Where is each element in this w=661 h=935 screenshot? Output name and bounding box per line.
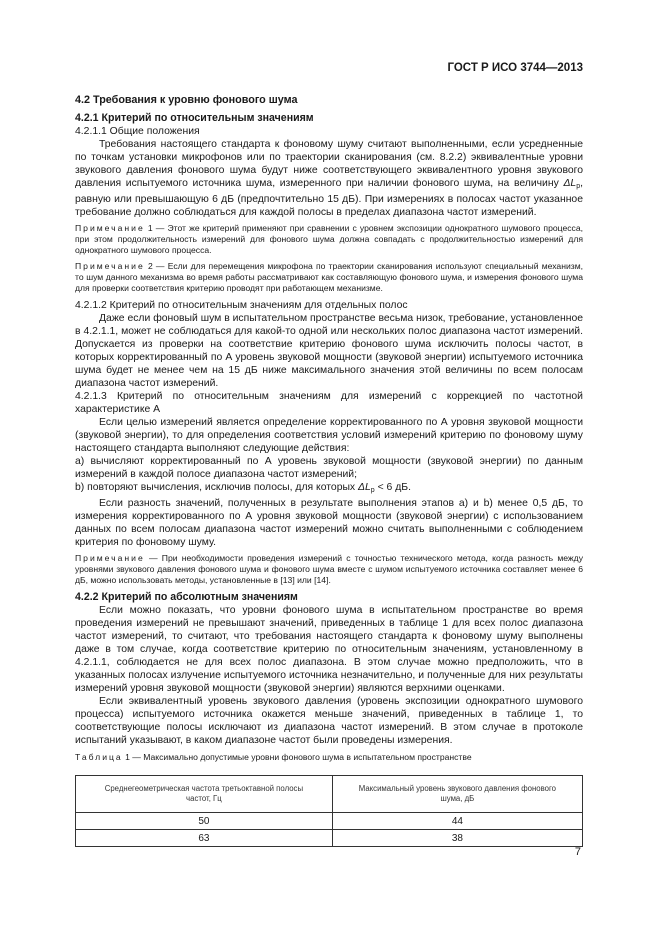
note-3: Примечание — При необходимости проведения измерений с точностью технического метода, когда разность между уровнями звукового давления фонового шума и фонового шума вместе с шумом испытуемого источника составляет менее 6 дБ, можно использовать методы, установленные в [13] или [14]. (75, 553, 583, 585)
paragraph-4-2-1-3: Если целью измерений является определение корректированного по А уровня звуковой мощности (звуковой энергии), то для определения соответствия условий измерений критерию по фоновому шуму настоящего стандарта выполняют следующие действия: (75, 417, 583, 454)
section-4-2-1-2-title: 4.2.1.2 Критерий по относительным значениям для отдельных полос (75, 300, 408, 311)
list-item-a: a) вычисляют корректированный по А уровень звуковой мощности (звуковой энергии) по данным измерений в каждой полосе диапазона частот измерений; (75, 456, 583, 480)
paragraph-difference: Если разность значений, полученных в результате выполнения этапов а) и b) менее 0,5 дБ, то измерения корректированного по А уровня звуковой мощности (звуковой энергии) с использованием данных по всем полосам диапазона частот измерений можно считать выполненными с соблюдением критерия по фоновому шуму. (75, 498, 583, 548)
standard-header: ГОСТ Р ИСО 3744—2013 (447, 62, 583, 74)
list-item-b: b) повторяют вычисления, исключив полосы, для которых $\Delta L_p < 6$ дБ. (75, 482, 411, 494)
table-cell: 44 (332, 813, 582, 830)
table-cell: 38 (332, 830, 582, 847)
note-2: Примечание 2 — Если для перемещения микрофона по траектории сканирования используют специальный механизм, то шум данного механизма во время работы рассматривают как составляющую фонового шума, и измерения фонового шума для проверки соответствия критерию проводят при работающем механизме. (75, 261, 583, 293)
table-cell: 50 (76, 813, 333, 830)
table-header-frequency: Среднегеометрическая частота третьоктавной полосы частот, Гц (76, 776, 333, 813)
section-4-2-1-title: 4.2.1 Критерий по относительным значениям (75, 112, 314, 124)
section-4-2-2-title: 4.2.2 Критерий по абсолютным значениям (75, 591, 298, 603)
table-caption: Таблица 1 — Максимально допустимые уровни фонового шума в испытательном пространстве (75, 752, 472, 762)
page-content (75, 94, 583, 847)
paragraph-4-2-1-2: Даже если фоновый шум в испытательном пространстве весьма низок, требование, установленное в 4.2.1.1, может не соблюдаться для какой-то одной или нескольких полос диапазона частот измерений. Допускается из проверки на соответствие критерию фонового шума исключить полосы частот, в которых корректированный по А уровень звуковой мощности (звуковой энергии) испытуемого источника шума будет не менее чем на 15 дБ ниже максимального значения этой величины по всем полосам диапазона частот измерений. (75, 313, 583, 389)
paragraph-4-2-2-a: Если можно показать, что уровни фонового шума в испытательном пространстве во время проведения измерений не превышают значений, приведенных в таблице 1 для всех полос диапазона частот измерений, то считают, что требования настоящего стандарта к фоновому шуму выполнены даже в том случае, когда соответствие критерию по относительным значениям, установленному в 4.2.1.1, соблюдается не для всех полос диапазона. В этом случае можно предположить, что в указанных полосах излучение испытуемого источника незначительно, и полученные для них результаты измерений уровня звуковой мощности (звуковой энергии) являются верхними оценками. (75, 605, 583, 694)
section-4-2-title: 4.2 Требования к уровню фонового шума (75, 94, 298, 106)
table-header-level: Максимальный уровень звукового давления фонового шума, дБ (332, 776, 582, 813)
table-row (76, 813, 583, 830)
background-noise-table (75, 775, 583, 847)
table-header-row (76, 776, 583, 813)
paragraph-4-2-2-b: Если эквивалентный уровень звукового давления (уровень экспозиции однократного шумового процесса) испытуемого источника окажется меньше значений, приведенных в таблице 1, то соответствующие полосы исключают из диапазона частот измерений. В этом случае в протоколе испытаний указывают, в каком диапазоне частот были проведены измерения. (75, 696, 583, 746)
page-number: 7 (574, 846, 581, 858)
section-4-2-1-1-title: 4.2.1.1 Общие положения (75, 126, 200, 137)
note-1: Примечание 1 — Этот же критерий применяют при сравнении с уровнем экспозиции однократного шумового процесса, при этом продолжительность измерений для фонового шума должна совпадать с продолжительностью измерений для однократного шумового процесса. (75, 223, 583, 255)
section-4-2-1-3-title: 4.2.1.3 Критерий по относительным значениям для измерений с коррекцией по частотной характеристике А (75, 391, 583, 415)
paragraph-4-2-1-1: Требования настоящего стандарта к фоновому шуму считают выполненными, если усредненные по точкам установки микрофонов или по траектории сканирования (см. 8.2.2) эквивалентные уровни звукового давления фонового шума будут ниже соответствующего эквивалентного уровня звукового давления испытуемого источника шума, измеренного при наличии фонового шума, на величину $\Delta L_p$, равную или превышающую 6 дБ (предпочтительно 15 дБ). При измерениях в полосах частот указанное требование должно соблюдаться для каждой полосы в пределах диапазона частот измерений. (75, 139, 583, 218)
table-row (76, 830, 583, 847)
table-cell: 63 (76, 830, 333, 847)
